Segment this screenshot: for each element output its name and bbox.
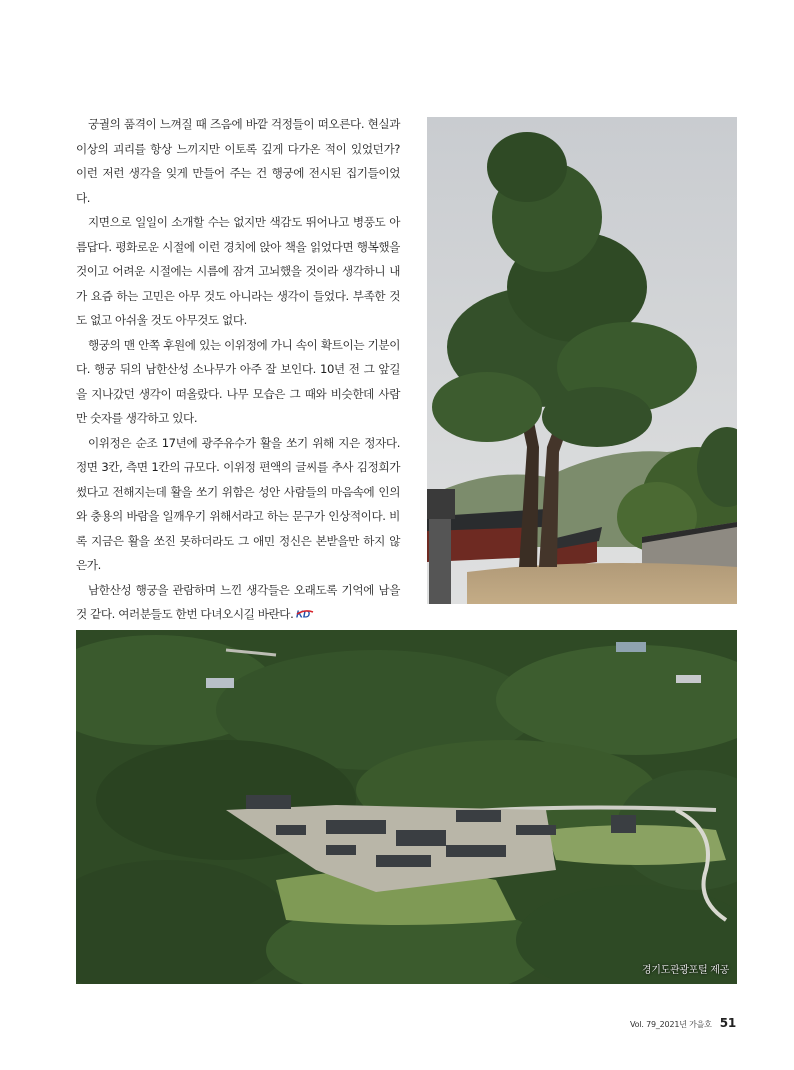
tree-photo-image xyxy=(427,117,737,604)
kd-end-mark-label: KD xyxy=(296,609,311,619)
kd-end-mark-icon xyxy=(296,608,314,619)
page-number: 51 xyxy=(719,1016,736,1030)
aerial-photo-image xyxy=(76,630,737,984)
article-body xyxy=(76,112,400,627)
article-paragraph-5-text: 남한산성 행궁을 관람하며 느낀 생각들은 오래도록 기억에 남을 것 같다. 여러분들도 한번 다녀오시길 바란다. xyxy=(76,582,400,621)
photo-credit: 경기도관광포털 제공 xyxy=(641,965,729,976)
page-footer xyxy=(630,1016,736,1030)
article-paragraph-3: 행궁의 맨 안쪽 후원에 있는 이위정에 가니 속이 확트이는 기분이다. 행궁 뒤의 남한산성 소나무가 아주 잘 보인다. 10년 전 그 앞길을 지나갔던 생각이 떠올랐다. 나무 모습은 그 때와 비슷한데 사람만 숫자를 생각하고 있다. xyxy=(76,337,400,425)
article-paragraph-2: 지면으로 일일이 소개할 수는 없지만 색감도 뛰어나고 병풍도 아름답다. 평화로운 시절에 이런 경치에 앉아 책을 읽었다면 행복했을 것이고 어려운 시절에는 시름에 잠겨 고뇌했을 것이라 생각하니 내가 요즘 하는 고민은 아무 것도 아니라는 생각이 들었다. 부족한 것도 없고 아쉬울 것도 아무것도 없다. xyxy=(76,215,400,327)
issue-label: Vol. 79_2021년 가을호 xyxy=(630,1020,712,1029)
article-paragraph-1: 궁궐의 품격이 느껴질 때 즈음에 바깥 걱정들이 떠오른다. 현실과 이상의 괴리를 항상 느끼지만 이토록 깊게 다가온 적이 있었던가? 이런 저런 생각을 잊게 만들어 주는 건 행궁에 전시된 집기들이었다. xyxy=(76,117,400,205)
aerial-photo xyxy=(76,630,737,984)
tree-photo xyxy=(427,117,737,604)
article-paragraph-4: 이위정은 순조 17년에 광주유수가 활을 쏘기 위해 지은 정자다. 정면 3칸, 측면 1칸의 규모다. 이위정 편액의 글씨를 추사 김정희가 썼다고 전해지는데 활을 쏘기 위함은 성안 사람들의 마음속에 인의와 충용의 바람을 일깨우기 위해서라고 하는 문구가 인상적이다. 비록 지금은 활을 쏘진 못하더라도 그 애민 정신은 본받을만 하지 않은가. xyxy=(76,435,400,572)
article-paragraph-5 xyxy=(76,578,400,627)
